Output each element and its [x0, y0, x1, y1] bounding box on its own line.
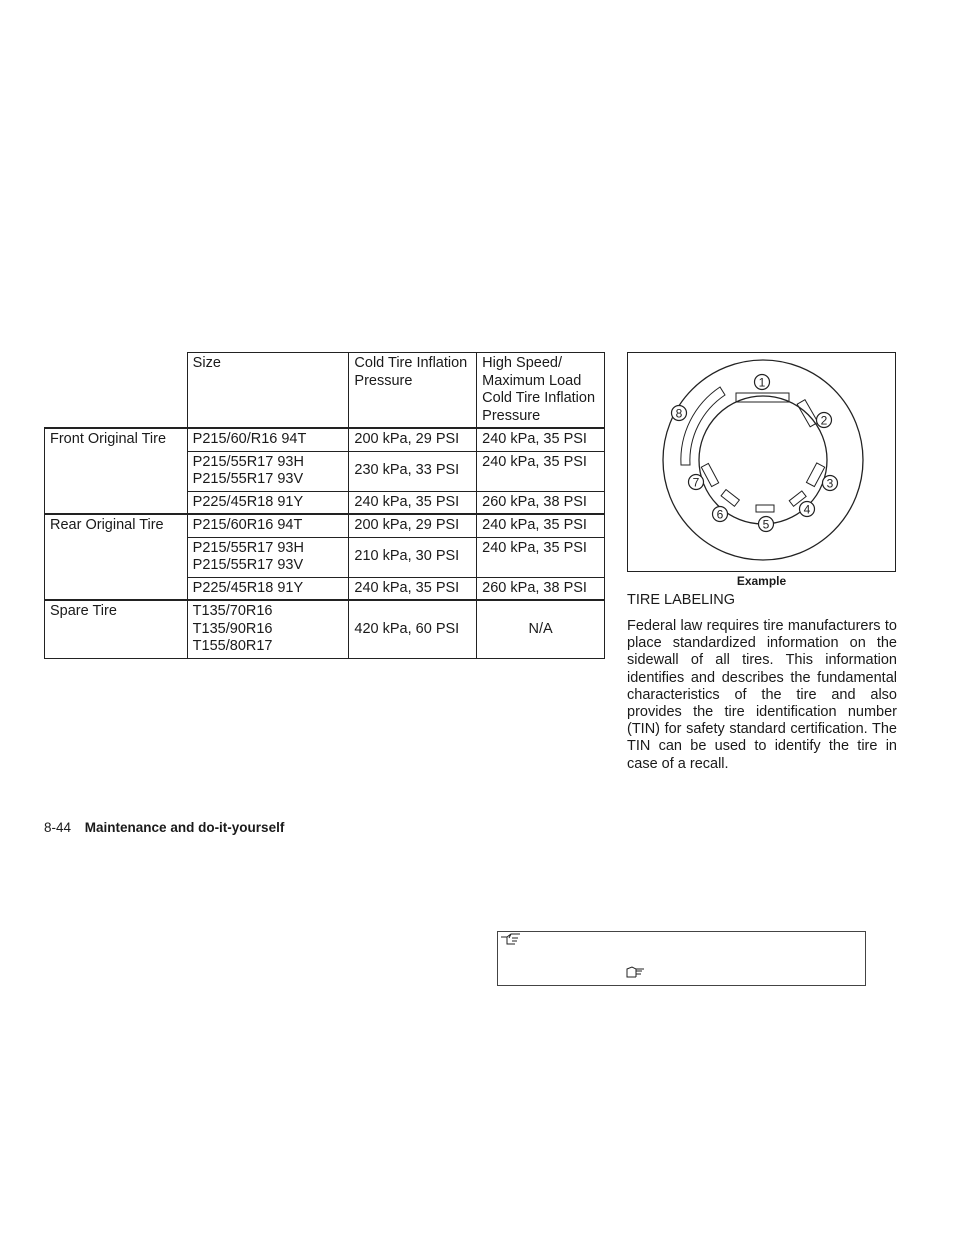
tire-sidewall-diagram — [627, 352, 896, 572]
figure-caption: Example — [736, 574, 787, 588]
high-speed-pressure-cell: 260 kPa, 38 PSI — [477, 491, 605, 514]
marking-6-box — [721, 490, 739, 507]
tire-size-cell: P225/45R18 91Y — [187, 491, 349, 514]
tire-size-cell: P215/55R17 93H P215/55R17 93V — [187, 537, 349, 577]
navigation-box — [497, 931, 866, 986]
marking-8-arc — [681, 387, 725, 465]
label-4: 4 — [803, 502, 811, 517]
cold-pressure-cell: 230 kPa, 33 PSI — [349, 451, 477, 491]
page-footer — [44, 820, 284, 835]
tire-category-label: Rear Original Tire — [45, 514, 188, 600]
cold-pressure-cell: 420 kPa, 60 PSI — [349, 600, 477, 658]
high-speed-pressure-cell: 240 kPa, 35 PSI — [477, 428, 605, 451]
cold-pressure-cell: 240 kPa, 35 PSI — [349, 577, 477, 600]
tire-size-cell: P215/60R16 94T — [187, 514, 349, 537]
tire-category-label: Spare Tire — [45, 600, 188, 658]
tire-size-cell: P215/60/R16 94T — [187, 428, 349, 451]
label-6: 6 — [716, 507, 724, 522]
table-header-row — [45, 353, 605, 429]
page-number: 8-44 — [44, 820, 72, 835]
column-header: High Speed/ Maximum Load Cold Tire Inflation Pressure — [477, 353, 605, 429]
high-speed-pressure-cell: 240 kPa, 35 PSI — [477, 451, 605, 491]
label-5: 5 — [762, 517, 770, 532]
high-speed-pressure-cell: 260 kPa, 38 PSI — [477, 577, 605, 600]
tire-size-cell: P215/55R17 93H P215/55R17 93V — [187, 451, 349, 491]
table-row — [45, 514, 605, 537]
cold-pressure-cell: 200 kPa, 29 PSI — [349, 514, 477, 537]
tire-category-label: Front Original Tire — [45, 428, 188, 514]
column-header: Cold Tire Inflation Pressure — [349, 353, 477, 429]
high-speed-pressure-cell: 240 kPa, 35 PSI — [477, 537, 605, 577]
cold-pressure-cell: 240 kPa, 35 PSI — [349, 491, 477, 514]
pointing-hand-icon[interactable] — [500, 932, 522, 951]
pointing-hand-icon[interactable] — [626, 966, 646, 985]
label-8: 8 — [675, 406, 683, 421]
section-body: Federal law requires tire manufacturers to place standardized information on the sidewall of all tires. This information identifies and describes the fundamental characteristics of the tire and also provides the tire identification number (TIN) for safety standard certification. The TIN can be used to identify the tire in case of a recall. — [627, 618, 897, 772]
cold-pressure-cell: 200 kPa, 29 PSI — [349, 428, 477, 451]
tire-diagram-svg — [628, 353, 897, 573]
tire-pressure-table — [44, 352, 605, 659]
chapter-title: Maintenance and do-it-yourself — [84, 820, 285, 835]
label-2: 2 — [820, 413, 828, 428]
column-header — [45, 353, 188, 429]
high-speed-pressure-cell: N/A — [477, 600, 605, 658]
section-title: TIRE LABELING — [627, 592, 735, 608]
tire-size-cell: P225/45R18 91Y — [187, 577, 349, 600]
column-header: Size — [187, 353, 349, 429]
label-3: 3 — [826, 476, 834, 491]
tire-size-cell: T135/70R16 T135/90R16 T155/80R17 — [187, 600, 349, 658]
table-row — [45, 428, 605, 451]
label-1: 1 — [758, 375, 766, 390]
cold-pressure-cell: 210 kPa, 30 PSI — [349, 537, 477, 577]
marking-5-box — [756, 505, 774, 512]
table-row — [45, 600, 605, 658]
marking-1-box — [736, 393, 789, 402]
high-speed-pressure-cell: 240 kPa, 35 PSI — [477, 514, 605, 537]
label-7: 7 — [692, 475, 700, 490]
